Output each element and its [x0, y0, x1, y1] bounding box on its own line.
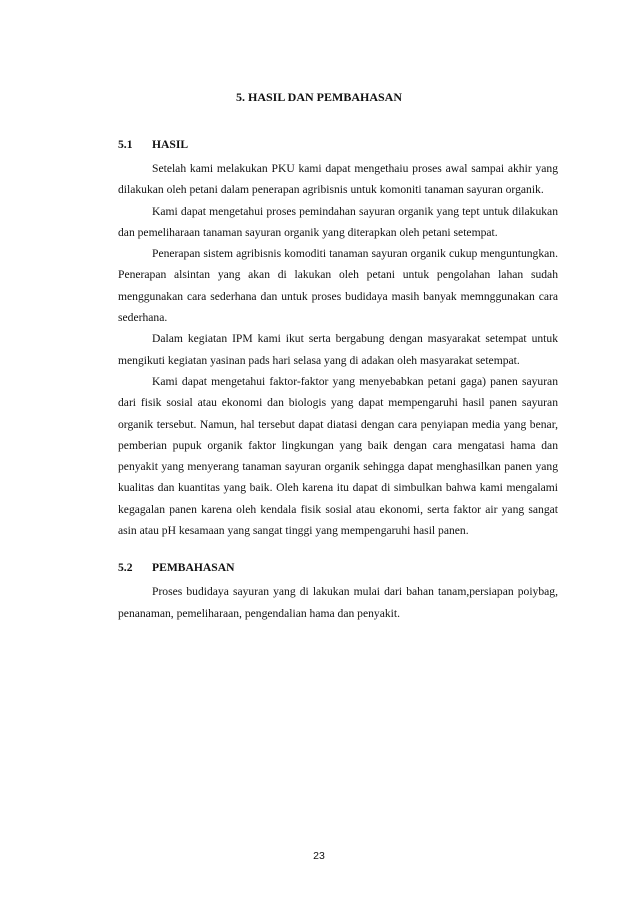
paragraph: Kami dapat mengetahui proses pemindahan sayuran organik yang tept untuk dilakukan dan pemeliharaan tanaman sayuran organik yang diterapkan oleh petani setempat. [118, 204, 558, 239]
section-title: HASIL [152, 138, 189, 151]
section-heading [118, 134, 558, 158]
page-number: 23 [313, 850, 325, 862]
paragraph: Proses budidaya sayuran yang di lakukan mulai dari bahan tanam,persiapan poiybag, penanaman, pemeliharaan, pengendalian hama dan penyakit. [118, 585, 558, 620]
paragraph: Dalam kegiatan IPM kami ikut serta bergabung dengan masyarakat setempat untuk mengikuti kegiatan yasinan pads hari selasa yang di adakan oleh masyarakat setempat. [118, 332, 558, 367]
paragraph: Penerapan sistem agribisnis komoditi tanaman sayuran organik cukup menguntungkan. Penerapan alsintan yang akan di lakukan oleh petani untuk pengolahan lahan sudah menggunakan cara sederhana dan untuk proses budidaya masih banyak memnggunakan cara sederhana. [118, 247, 558, 325]
section-number: 5.2 [118, 561, 133, 575]
section-title: PEMBAHASAN [152, 561, 235, 575]
chapter-title: 5. HASIL DAN PEMBAHASAN [235, 90, 403, 104]
section-pembahasan [118, 557, 558, 624]
paragraph: Kami dapat mengetahui faktor-faktor yang menyebabkan petani gaga) panen sayuran dari fisik sosial atau ekonomi dan biologis yang dapat mempengaruhi hasil panen sayuran organik tersebut. Namun, hal tersebut dapat diatasi dengan cara penyiapan media yang benar, pemberian pupuk organik faktor lingkungan yang baik dengan cara mengatasi hama dan penyakit yang menyerang tanaman sayuran organik sehingga dapat menghasilkan panen yang kualitas dan kuantitas yang baik. Oleh karena itu dapat di simbulkan bahwa kami mengalami kegagalan panen karena oleh kendala fisik sosial atau ekonomi, serta faktor air yang sangat asin atau pH kesamaan yang sangat tinggi yang mempengaruhi hasil panen. [118, 374, 558, 538]
page-content [118, 134, 558, 624]
section-number: 5.1 [118, 138, 133, 151]
section-hasil [118, 134, 558, 541]
section-heading [118, 557, 558, 581]
section-spacer [118, 541, 558, 557]
paragraph: Setelah kami melakukan PKU kami dapat mengethaiu proses awal sampai akhir yang dilakukan oleh petani dalam penerapan agribisnis untuk komoniti tanaman sayuran organik. [118, 162, 558, 197]
